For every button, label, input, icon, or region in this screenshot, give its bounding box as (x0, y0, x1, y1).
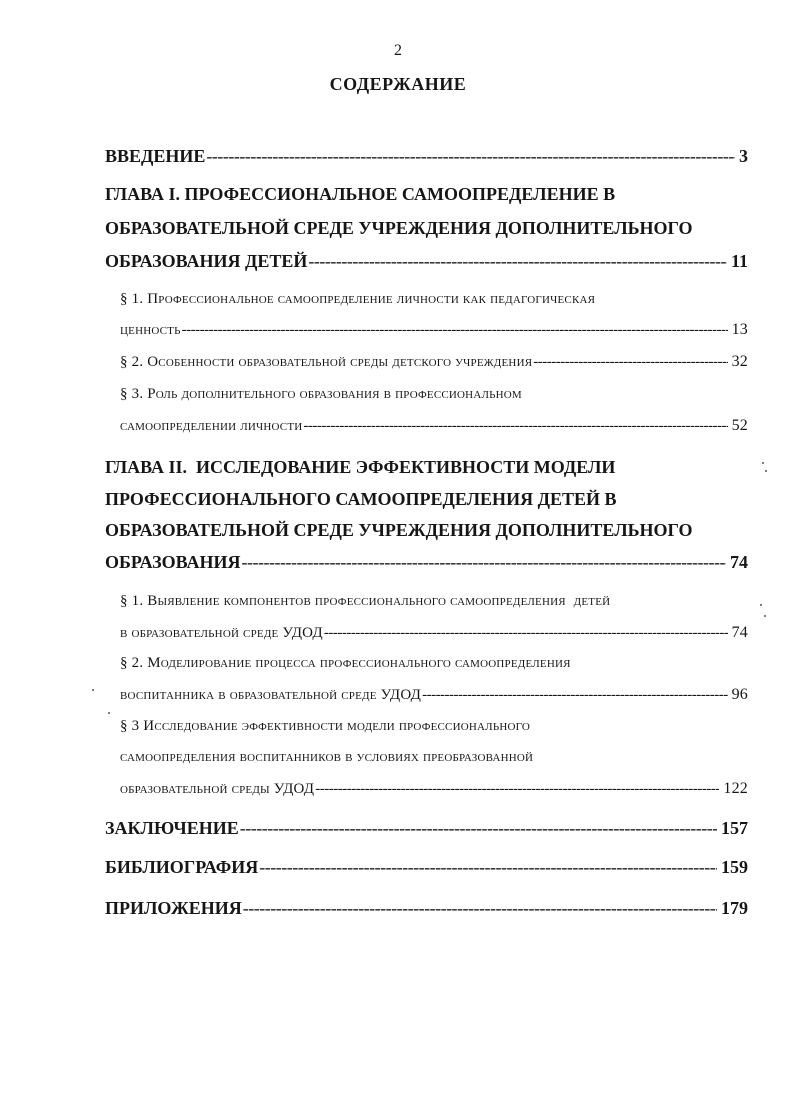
toc-entry-label: БИБЛИОГРАФИЯ (105, 857, 259, 877)
toc-chapter-2-line-1[interactable]: ГЛАВА II. ИССЛЕДОВАНИЕ ЭФФЕКТИВНОСТИ МОДЕЛИ (105, 457, 616, 477)
toc-page-number: 96 (731, 686, 748, 703)
dot-leader (315, 781, 719, 798)
dot-leader (533, 354, 727, 371)
toc-entry-introduction[interactable] (105, 146, 748, 167)
toc-section-2-3-line-1[interactable]: § 3 Исследование эффективности модели профессионального (120, 718, 531, 734)
toc-page-number: 11 (730, 251, 748, 271)
toc-section-2-1-line-1[interactable]: § 1. Выявление компонентов профессионального самоопределения детей (120, 593, 611, 609)
dot-leader (240, 818, 717, 839)
dot-leader (242, 552, 726, 573)
toc-page-number: 157 (721, 818, 748, 838)
toc-section-1-1-line-2[interactable] (120, 321, 748, 339)
toc-entry-bibliography[interactable] (105, 857, 748, 878)
toc-chapter-1-line-3[interactable] (105, 251, 748, 272)
page-number: 2 (394, 42, 402, 59)
toc-page-number: 13 (731, 321, 748, 338)
dot-leader (206, 146, 735, 167)
toc-page-number: 74 (730, 552, 748, 572)
dot-leader (182, 322, 728, 339)
toc-entry-label: образовательной среды УДОД (120, 781, 315, 797)
toc-entry-appendices[interactable] (105, 898, 748, 919)
dot-leader (303, 418, 727, 435)
toc-entry-label: в образовательной среде УДОД (120, 625, 323, 641)
toc-entry-label: ценность (120, 322, 181, 338)
toc-entry-label: воспитанника в образовательной среде УДОД (120, 687, 422, 703)
toc-section-1-2[interactable] (120, 353, 748, 371)
toc-chapter-1-line-1[interactable]: ГЛАВА I. ПРОФЕССИОНАЛЬНОЕ САМООПРЕДЕЛЕНИЕ В (105, 184, 616, 204)
scan-speck (92, 689, 94, 691)
toc-entry-conclusion[interactable] (105, 818, 748, 839)
toc-page-number: 122 (723, 780, 748, 797)
toc-page-number: 32 (731, 353, 748, 370)
toc-entry-label: самоопределении личности (120, 418, 303, 434)
toc-entry-label: ОБРАЗОВАНИЯ ДЕТЕЙ (105, 251, 308, 271)
toc-entry-label: ВВЕДЕНИЕ (105, 146, 206, 166)
toc-section-2-2-line-1[interactable]: § 2. Моделирование процесса профессионального самоопределения (120, 655, 571, 671)
toc-page-number: 52 (731, 417, 748, 434)
toc-page-number: 74 (731, 624, 748, 641)
toc-section-1-1-line-1[interactable]: § 1. Профессиональное самоопределение личности как педагогическая (120, 291, 596, 307)
toc-section-1-3-line-1[interactable]: § 3. Роль дополнительного образования в профессиональном (120, 386, 522, 402)
scan-speck (762, 462, 764, 464)
scan-speck (764, 615, 766, 617)
dot-leader (422, 687, 728, 704)
toc-section-2-2-line-2[interactable] (120, 686, 748, 704)
toc-chapter-2-line-3[interactable]: ОБРАЗОВАТЕЛЬНОЙ СРЕДЕ УЧРЕЖДЕНИЯ ДОПОЛНИТЕЛЬНОГО (105, 520, 693, 540)
page-title: СОДЕРЖАНИЕ (329, 74, 467, 94)
toc-page-number: 3 (739, 146, 748, 166)
toc-section-2-3-line-3[interactable] (120, 780, 748, 798)
toc-entry-label: ЗАКЛЮЧЕНИЕ (105, 818, 239, 838)
toc-section-2-3-line-2[interactable]: самоопределения воспитанников в условиях преобразованной (120, 749, 534, 765)
toc-section-2-1-line-2[interactable] (120, 624, 748, 642)
scan-speck (765, 470, 767, 472)
toc-section-1-3-line-2[interactable] (120, 417, 748, 435)
toc-entry-label: § 2. Особенности образовательной среды детского учреждения (120, 354, 533, 370)
dot-leader (308, 251, 727, 272)
toc-page-number: 159 (721, 857, 748, 877)
toc-entry-label: ОБРАЗОВАНИЯ (105, 552, 241, 572)
scan-speck (108, 712, 110, 714)
toc-page-number: 179 (721, 898, 748, 918)
dot-leader (243, 898, 717, 919)
dot-leader (324, 625, 728, 642)
toc-chapter-2-line-4[interactable] (105, 552, 748, 573)
toc-chapter-1-line-2[interactable]: ОБРАЗОВАТЕЛЬНОЙ СРЕДЕ УЧРЕЖДЕНИЯ ДОПОЛНИТЕЛЬНОГО (105, 218, 693, 238)
dot-leader (259, 857, 717, 878)
toc-chapter-2-line-2[interactable]: ПРОФЕССИОНАЛЬНОГО САМООПРЕДЕЛЕНИЯ ДЕТЕЙ В (105, 489, 617, 509)
toc-entry-label: ПРИЛОЖЕНИЯ (105, 898, 242, 918)
scan-speck (760, 604, 762, 606)
